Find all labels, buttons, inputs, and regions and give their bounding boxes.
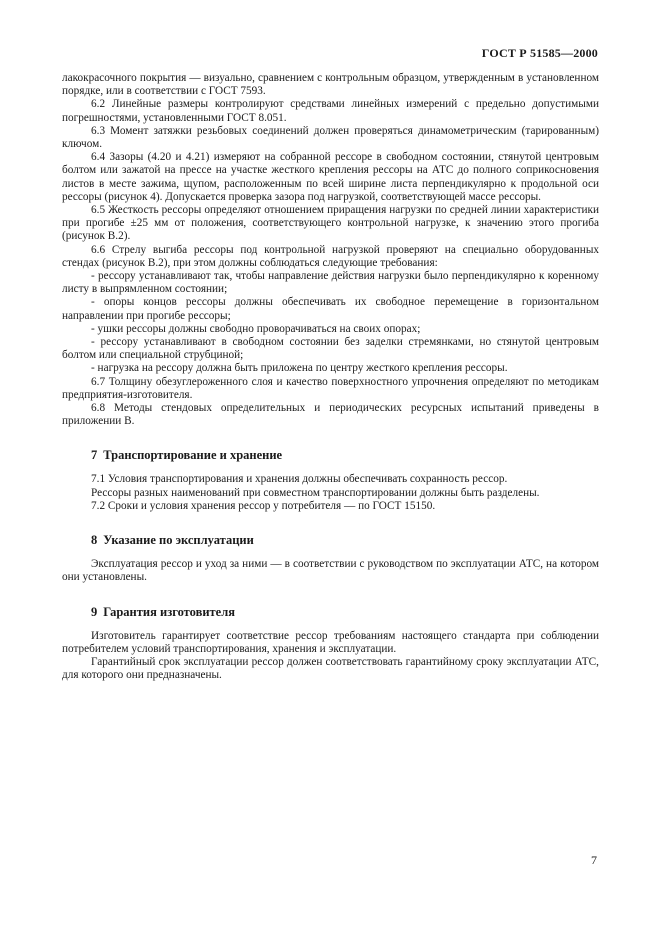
paragraph-7-2: 7.2 Сроки и условия хранения рессор у потребителя — по ГОСТ 15150. [91, 499, 436, 512]
section-title: Указание по эксплуатации [103, 533, 254, 548]
section-number: 9 [91, 604, 98, 619]
list-item: - рессору устанавливают так, чтобы направление действия нагрузки было перпендикулярно к коренному листу в выпрямленном состоянии; [62, 270, 599, 296]
paragraph-7-1: 7.1 Условия транспортирования и хранения должны обеспечивать сохранность рессор. [91, 473, 508, 486]
list-item: - нагрузка на рессору должна быть приложена по центру жесткого крепления рессоры. [91, 362, 508, 375]
page-content [62, 72, 599, 682]
section-heading-9 [62, 605, 599, 620]
section-heading-8 [62, 533, 599, 548]
section-title: Гарантия изготовителя [103, 604, 235, 619]
list-item: - ушки рессоры должны свободно проворачиваться на своих опорах; [91, 322, 421, 335]
paragraph-continuation: лакокрасочного покрытия — визуально, сравнением с контрольным образцом, утвержденным в установленном порядке, или в соответствии с ГОСТ 7593. [62, 72, 599, 98]
paragraph-9-2: Гарантийный срок эксплуатации рессор должен соответствовать гарантийному сроку эксплуатации АТС, для которого они предназначены. [62, 655, 599, 682]
section-heading-7 [62, 448, 599, 463]
list-item: - рессору устанавливают в свободном состоянии без заделки стремянками, но стянутой центровым болтом или специальной струбциной; [62, 336, 599, 362]
paragraph-6-2: 6.2 Линейные размеры контролируют средствами линейных измерений с предельно допустимыми погрешностями, установленными ГОСТ 8.051. [62, 98, 599, 124]
document-header: ГОСТ Р 51585—2000 [481, 46, 598, 60]
page-number: 7 [591, 853, 597, 867]
paragraph-6-4: 6.4 Зазоры (4.20 и 4.21) измеряют на собранной рессоре в свободном состоянии, стянутой центровым болтом или зажатой на прессе на участке жесткого крепления рессоры на АТС до полного соприкосновения листов в месте зажима, щупом, расположенным по всей ширине листа перпендикулярно к продольной оси рессоры (рисунок 4). Допускается проверка зазора под нагрузкой, соответствующей массе рессоры. [62, 151, 599, 203]
paragraph-6-5: 6.5 Жесткость рессоры определяют отношением приращения нагрузки по средней линии характеристики при прогибе ±25 мм от положения, соответствующего контрольной нагрузке, к значению этого прогиба (рисунок В.2). [62, 204, 599, 243]
paragraph-6-6: 6.6 Стрелу выгиба рессоры под контрольной нагрузкой проверяют на специально оборудованных стендах (рисунок В.2), при этом должны соблюдаться следующие требования: [62, 243, 599, 269]
paragraph-7-1b: Рессоры разных наименований при совместном транспортировании должны быть разделены. [91, 486, 540, 499]
paragraph-9-1: Изготовитель гарантирует соответствие рессор требованиям настоящего стандарта при соблюдении потребителем условий транспортирования, хранения и эксплуатации. [62, 629, 599, 655]
paragraph-6-7: 6.7 Толщину обезуглероженного слоя и качество поверхностного упрочнения определяют по методикам предприятия-изготовителя. [62, 375, 599, 401]
paragraph-8: Эксплуатация рессор и уход за ними — в соответствии с руководством по эксплуатации АТС, на котором они установлены. [62, 558, 599, 584]
section-title: Транспортирование и хранение [103, 448, 283, 463]
section-number: 7 [91, 448, 98, 463]
paragraph-6-3: 6.3 Момент затяжки резьбовых соединений должен проверяться динамометрическим (тарированным) ключом. [62, 124, 599, 151]
section-number: 8 [91, 533, 98, 548]
paragraph-6-8: 6.8 Методы стендовых определительных и периодических ресурсных испытаний приведены в приложении В. [62, 402, 599, 428]
list-item: - опоры концов рессоры должны обеспечивать их свободное перемещение в горизонтальном направлении при прогибе рессоры; [62, 296, 599, 322]
